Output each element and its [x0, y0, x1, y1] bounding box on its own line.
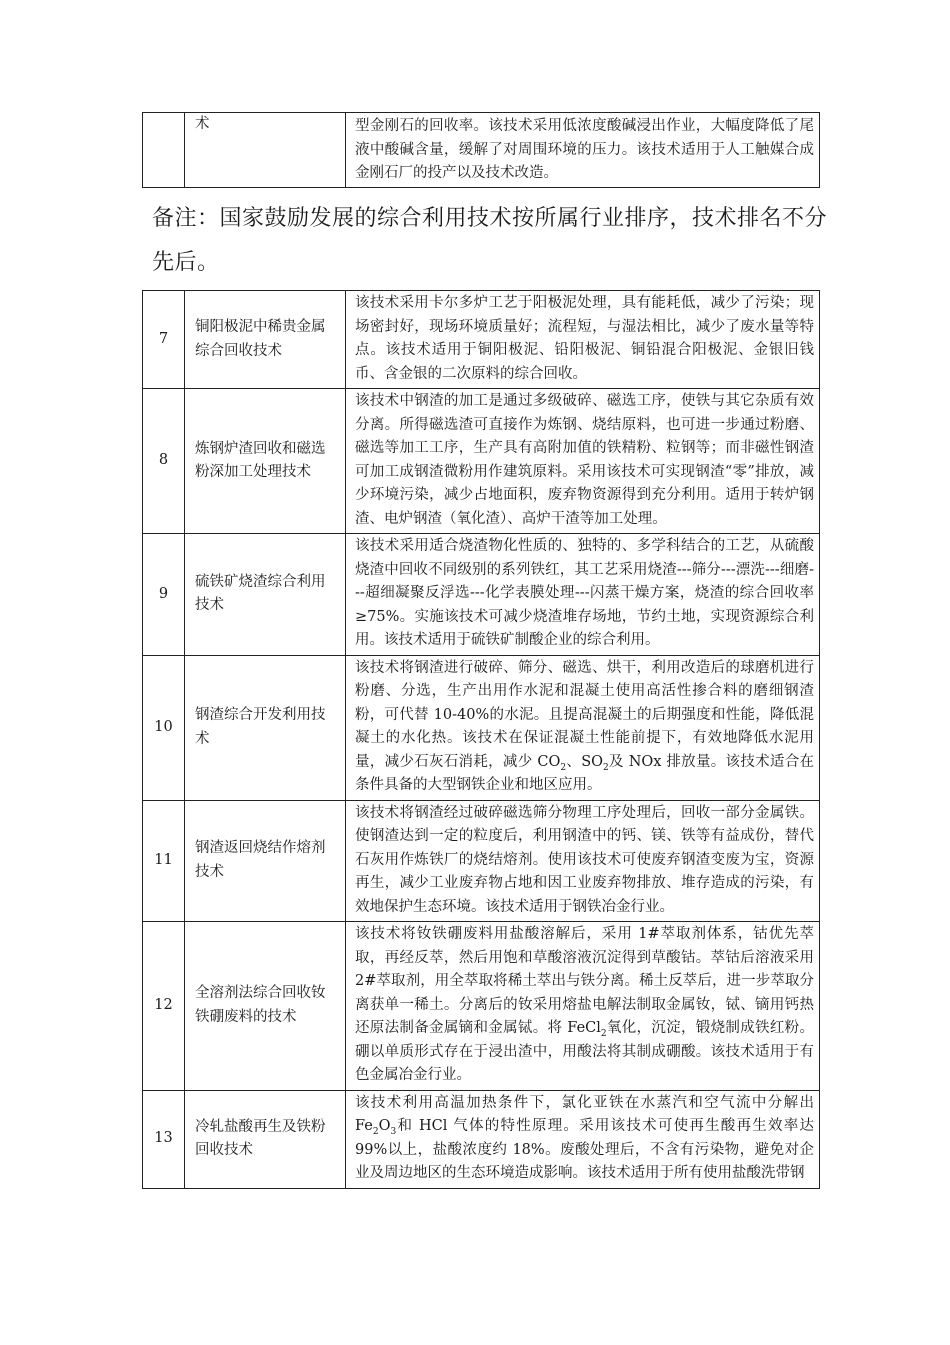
subscript: 2: [560, 762, 567, 773]
table-row: [143, 534, 820, 656]
subscript: 2: [600, 1028, 607, 1039]
row-number: 8: [143, 389, 185, 534]
technology-description: [346, 655, 820, 800]
table-row: [143, 291, 820, 389]
technology-name: 钢渣综合开发利用技术: [185, 655, 346, 800]
description-text: 及 NOx 排放量。该技术适合在条件具备的大型钢铁企业和地区应用。: [355, 753, 814, 793]
row-number: 7: [143, 291, 185, 389]
subscript: 2: [603, 762, 609, 773]
table-row: [143, 655, 820, 800]
description-text: 、SO: [566, 753, 604, 770]
technology-name: 全溶剂法综合回收钕铁硼废料的技术: [185, 922, 346, 1091]
remark-note: 备注：国家鼓励发展的综合利用技术按所属行业排序，技术排名不分先后。: [152, 206, 828, 275]
description-text: 该技术将钕铁硼废料用盐酸溶解后，采用 1#萃取剂体系，钴优先萃取，再经反萃，然后用饱和草酸溶液沉淀得到草酸钴。萃钴后溶液采用 2#萃取剂，用全萃取将稀土萃出与铁分离。稀土反萃后，进一步萃取分离获单一稀土。分离后的钕采用熔盐电解法制取金属钕，铽、镝用钙热还原法制备金属镝和金属铽。将 FeCl: [355, 926, 814, 1036]
technology-description: 该技术将钢渣经过破碎磁选筛分物理工序处理后，回收一部分金属铁。使钢渣达到一定的粒度后，利用钢渣中的钙、镁、铁等有益成份，替代石灰用作炼铁厂的烧结熔剂。使用该技术可使废弃钢渣变废为宝，资源再生，减少工业废弃物占地和因工业废弃物排放、堆存造成的污染，有效地保护生态环境。该技术适用于钢铁冶金行业。: [346, 800, 820, 922]
technology-name: 术: [185, 113, 346, 188]
description-text: 氧化，沉淀，锻烧制成铁红粉。硼以单质形式存在于浸出渣中，用酸法将其制成硼酸。该技术适用于有色金属冶金行业。: [355, 1020, 814, 1083]
table-row: [143, 389, 820, 534]
technology-description: [346, 1090, 820, 1188]
technology-name: 炼钢炉渣回收和磁选粉深加工处理技术: [185, 389, 346, 534]
row-number: 9: [143, 534, 185, 656]
row-number: 10: [143, 655, 185, 800]
row-number: 11: [143, 800, 185, 922]
row-number: [143, 113, 185, 188]
description-text: 和 HCl 气体的特性原理。采用该技术可使再生酸再生效率达 99%以上，盐酸浓度约 18%。废酸处理后，不含有污染物，避免对企业及周边地区的生态环境造成影响。该技术适用于所有使用盐酸洗带钢: [355, 1118, 814, 1181]
technology-description: 该技术采用卡尔多炉工艺于阳极泥处理，具有能耗低，减少了污染；现场密封好，现场环境质量好；流程短，与湿法相比，减少了废水量等特点。该技术适用于铜阳极泥、铅阳极泥、铜铅混合阳极泥、金银旧钱币、含金银的二次原料的综合回收。: [346, 291, 820, 389]
technology-name: 钢渣返回烧结作熔剂技术: [185, 800, 346, 922]
technology-description: 该技术采用适合烧渣物化性质的、独特的、多学科结合的工艺，从硫酸烧渣中回收不同级别的系列铁红，其工艺采用烧渣---筛分---漂洗---细磨---超细凝聚反浮选---化学表膜处理---闪蒸干燥方案，烧渣的综合回收率≥75%。实施该技术可减少烧渣堆存场地，节约土地，实现资源综合利用。该技术适用于硫铁矿制酸企业的综合利用。: [346, 534, 820, 656]
description-text: 该技术将钢渣进行破碎、筛分、磁选、烘干，利用改造后的球磨机进行粉磨、分选，生产出用作水泥和混凝土使用高活性掺合料的磨细钢渣粉，可代替 10-40%的水泥。且提高混凝土的后期强度和性能，降低混凝土的水化热。该技术在保证混凝土性能前提下，有效地降低水泥用量，减少石灰石消耗，减少 CO: [355, 659, 814, 770]
table-row: [143, 113, 820, 188]
table-row: [143, 922, 820, 1091]
continued-table-fragment: [142, 112, 820, 188]
subscript: 2: [372, 1126, 379, 1137]
technology-name: 硫铁矿烧渣综合利用技术: [185, 534, 346, 656]
row-number: 13: [143, 1090, 185, 1188]
technology-name: 冷轧盐酸再生及铁粉回收技术: [185, 1090, 346, 1188]
technology-name: 铜阳极泥中稀贵金属综合回收技术: [185, 291, 346, 389]
description-text: O: [378, 1118, 391, 1134]
technology-description: 该技术中钢渣的加工是通过多级破碎、磁选工序，使铁与其它杂质有效分离。所得磁选渣可直接作为炼钢、烧结原料，也可进一步通过粉磨、磁选等加工工序，生产具有高附加值的铁精粉、粒钢等；而非磁性钢渣可加工成钢渣微粉用作建筑原料。采用该技术可实现钢渣“零”排放，减少环境污染，减少占地面积，废弃物资源得到充分利用。适用于转炉钢渣、电炉钢渣（氧化渣）、高炉干渣等加工处理。: [346, 389, 820, 534]
technology-description: 型金刚石的回收率。该技术采用低浓度酸碱浸出作业，大幅度降低了尾液中酸碱含量，缓解了对周围环境的压力。该技术适用于人工触媒合成金刚石厂的投产以及技术改造。: [346, 113, 820, 188]
technology-description: [346, 922, 820, 1091]
description-text: 该技术利用高温加热条件下，氯化亚铁在水蒸汽和空气流中分解出 Fe: [355, 1094, 814, 1134]
technology-table: [142, 290, 820, 1189]
subscript: 3: [390, 1126, 397, 1137]
row-number: 12: [143, 922, 185, 1091]
table-row: [143, 1090, 820, 1188]
table-row: [143, 800, 820, 922]
